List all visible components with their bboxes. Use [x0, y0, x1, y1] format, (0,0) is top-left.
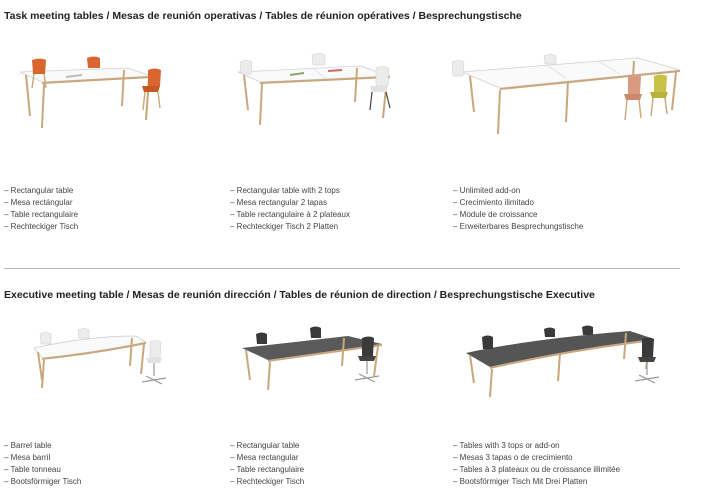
description-line: – Module de croissance: [453, 210, 538, 219]
description-line: – Bootsförmiger Tisch: [4, 477, 82, 486]
description-line: – Rectangular table with 2 tops: [230, 186, 340, 195]
description-line: – Mesa rectángular: [4, 198, 73, 207]
section-divider: [4, 268, 680, 269]
table-illustration: [448, 50, 688, 140]
description-line: – Mesas 3 tapas o de crecimiento: [453, 453, 573, 462]
description-line: – Rectangular table: [230, 441, 300, 450]
product-description-rectangular-table: [4, 185, 78, 233]
product-image-rectangular-table: [12, 50, 162, 135]
product-image-barrel-table: [28, 328, 178, 398]
description-line: – Erweiterbares Besprechungstische: [453, 222, 584, 231]
product-description-barrel-table: [4, 440, 81, 488]
product-description-unlimited-add-on: [453, 185, 583, 233]
description-line: – Table rectangulaire à 2 plateaux: [230, 210, 350, 219]
table-illustration: [238, 328, 398, 398]
table-illustration: [460, 325, 670, 400]
description-line: – Rechteckiger Tisch: [4, 222, 79, 231]
section-title-executive-meeting: Executive meeting table / Mesas de reunión dirección / Tables de réunion de direction / Besprechungstische Executive: [4, 289, 595, 301]
description-line: – Rechteckiger Tisch 2 Platten: [230, 222, 339, 231]
description-line: – Rechteckiger Tisch: [230, 477, 305, 486]
description-line: – Barrel table: [4, 441, 52, 450]
description-line: – Tables à 3 plateaux ou de croissance illimitée: [453, 465, 621, 474]
product-image-unlimited-add-on: [448, 50, 688, 140]
product-image-three-tops-table: [460, 325, 670, 400]
description-line: – Bootsförmiger Tisch Mit Drei Platten: [453, 477, 588, 486]
description-line: – Unlimited add-on: [453, 186, 521, 195]
table-illustration: [230, 50, 405, 135]
description-line: – Tables with 3 tops or add-on: [453, 441, 560, 450]
table-illustration: [28, 328, 178, 398]
description-line: – Mesa barril: [4, 453, 51, 462]
description-line: – Mesa rectangular: [230, 453, 299, 462]
description-line: – Mesa rectangular 2 tapas: [230, 198, 327, 207]
description-line: – Table tonneau: [4, 465, 61, 474]
product-image-rectangular-table-dark: [238, 328, 398, 398]
product-description-rectangular-table-2-tops: [230, 185, 350, 233]
description-line: – Rectangular table: [4, 186, 74, 195]
description-line: – Table rectangulaire: [4, 210, 79, 219]
table-illustration: [12, 50, 162, 135]
section-title-task-meeting: Task meeting tables / Mesas de reunión operativas / Tables de réunion opératives / Besprechungstische: [4, 10, 522, 22]
description-line: – Table rectangulaire: [230, 465, 305, 474]
product-description-rectangular-table-dark: [230, 440, 304, 488]
product-description-three-tops-table: [453, 440, 620, 488]
product-image-rectangular-table-2-tops: [230, 50, 405, 135]
description-line: – Crecimiento ilimitado: [453, 198, 534, 207]
